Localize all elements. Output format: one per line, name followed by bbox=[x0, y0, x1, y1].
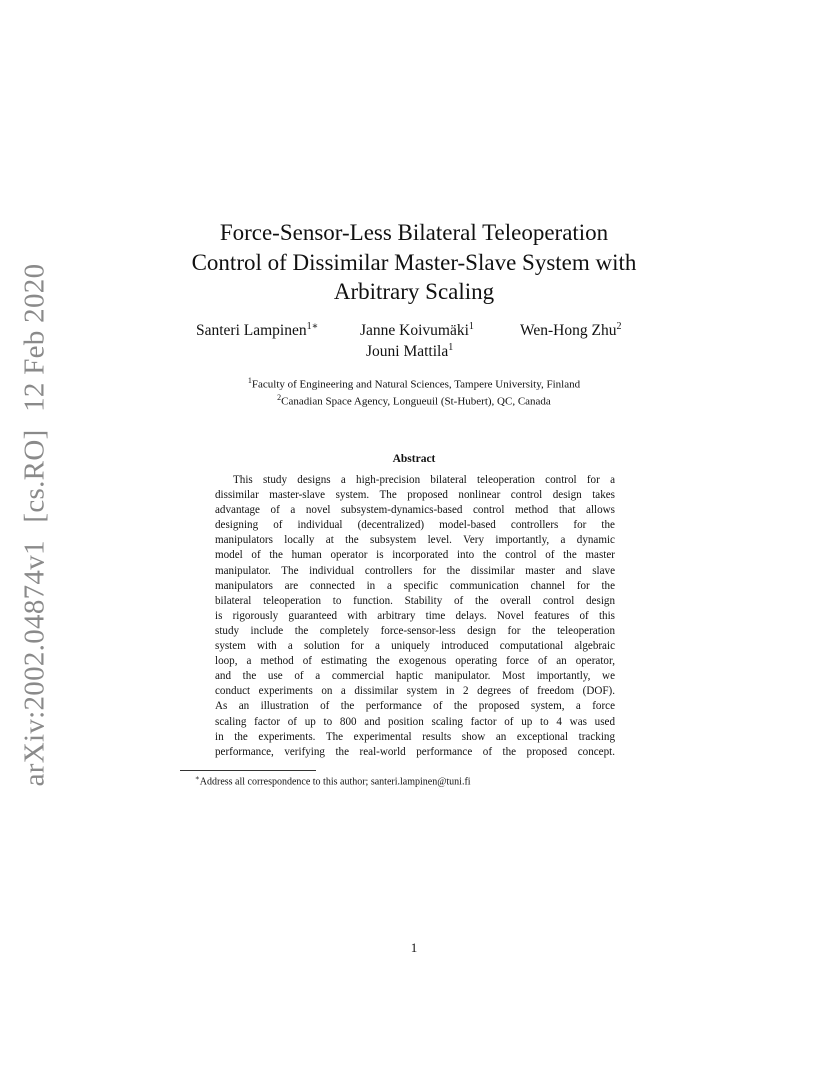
title-line: Arbitrary Scaling bbox=[333, 279, 495, 304]
arxiv-identifier-stamp bbox=[19, 259, 52, 792]
abstract-line: conduct experiments on a dissimilar system in 2 degrees of freedom (DOF). bbox=[215, 685, 615, 698]
abstract-line: This study designs a high-precision bilateral teleoperation control for a bbox=[233, 474, 615, 486]
author-name: Wen-Hong Zhu bbox=[520, 322, 617, 339]
affiliation-text: Faculty of Engineering and Natural Sciences, Tampere University, Finland bbox=[251, 378, 581, 391]
abstract-body bbox=[215, 473, 615, 760]
paper-title bbox=[150, 218, 678, 307]
author-affiliation-mark: 1 bbox=[448, 341, 454, 353]
abstract-line: in the experiments. The experimental results show an exceptional tracking bbox=[215, 730, 615, 743]
abstract-line: study include the completely force-sensor-less design for the teleoperation bbox=[215, 624, 615, 637]
arxiv-category: [cs.RO] bbox=[18, 429, 51, 523]
title-line: Control of Dissimilar Master-Slave System with bbox=[191, 249, 637, 275]
affiliation-mark: 1 bbox=[247, 376, 252, 385]
abstract-line: scaling factor of up to 800 and position scaling factor of up to 4 was used bbox=[215, 715, 615, 728]
author-affiliation-mark: 1 bbox=[468, 320, 474, 332]
author-affiliation-mark: 2 bbox=[616, 320, 622, 332]
abstract-line: manipulators locally at the subsystem level. Very importantly, a dynamic bbox=[215, 534, 615, 547]
abstract-line: manipulators are connected in a specific communication channel for the bbox=[215, 579, 615, 592]
author-name: Janne Koivumäki bbox=[360, 322, 469, 339]
abstract-line: manipulator. The individual controllers for the dissimilar master and slave bbox=[215, 564, 615, 577]
abstract-line: bilateral teleoperation to function. Stability of the overall control design bbox=[215, 594, 615, 607]
author-name: Santeri Lampinen bbox=[196, 322, 307, 339]
abstract-line: model of the human operator is incorporated into the control of the master bbox=[215, 549, 615, 562]
abstract-line: designing of individual (decentralized) model-based controllers for the bbox=[215, 519, 615, 532]
abstract-line: is rigorously guaranteed with arbitrary time delays. Novel features of this bbox=[215, 609, 615, 622]
affiliation-mark: 2 bbox=[277, 393, 282, 402]
footnote-text: Address all correspondence to this author; santeri.lampinen@tuni.fi bbox=[199, 776, 471, 788]
footnote-rule bbox=[180, 770, 316, 771]
affiliation bbox=[150, 393, 678, 408]
abstract-line: dissimilar master-slave system. The proposed nonlinear control design takes bbox=[215, 489, 615, 502]
abstract-line: advantage of a novel subsystem-dynamics-based control method that allows bbox=[215, 504, 615, 517]
author bbox=[196, 322, 318, 340]
abstract-line: As an illustration of the performance of the proposed system, a force bbox=[215, 700, 615, 713]
affiliation-text: Canadian Space Agency, Longueuil (St-Hubert), QC, Canada bbox=[281, 395, 551, 408]
author bbox=[366, 343, 453, 361]
footnote bbox=[195, 774, 471, 787]
abstract-heading: Abstract bbox=[392, 453, 436, 465]
abstract-line: loop, a method of estimating the exogenous operating force of an operator, bbox=[215, 655, 615, 668]
affiliation bbox=[150, 376, 678, 391]
footnote-mark: ∗ bbox=[195, 774, 200, 782]
author bbox=[520, 322, 621, 340]
title-line: Force-Sensor-Less Bilateral Teleoperation bbox=[219, 220, 609, 245]
abstract-line: performance, verifying the real-world performance of the proposed concept. bbox=[215, 745, 615, 758]
author bbox=[360, 322, 474, 340]
author-name: Jouni Mattila bbox=[366, 343, 449, 360]
abstract-line: and the use of a commercial haptic manipulator. Most importantly, we bbox=[215, 670, 615, 683]
abstract-line: system with a solution for a uniquely introduced computational algebraic bbox=[215, 640, 615, 653]
arxiv-id: arXiv:2002.04874v1 bbox=[18, 540, 51, 787]
page-number: 1 bbox=[410, 940, 418, 955]
author-affiliation-mark: 1∗ bbox=[306, 320, 319, 332]
arxiv-date: 12 Feb 2020 bbox=[18, 263, 51, 412]
